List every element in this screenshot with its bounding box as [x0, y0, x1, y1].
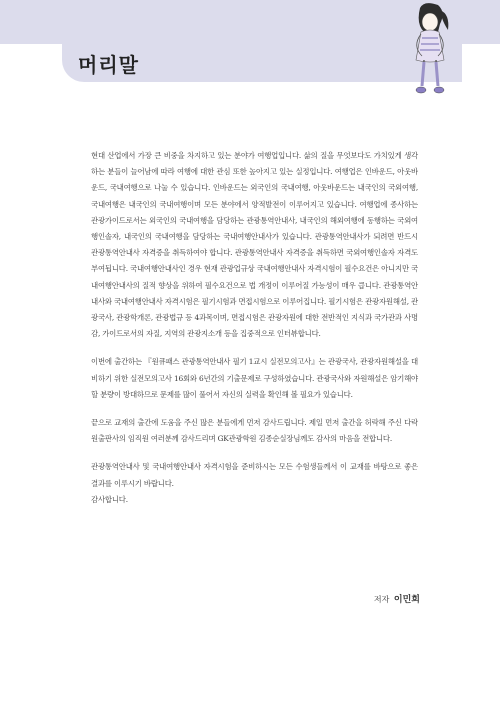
- sitting-girl-illustration: [400, 2, 460, 102]
- preface-paragraph: 관광통역안내사 및 국내여행안내사 자격시험을 준비하시는 모든 수험생들께서 이 교재를 바탕으로 좋은 결과를 이루시기 바랍니다.: [91, 462, 418, 488]
- author-name: 이민희: [393, 595, 420, 605]
- author-signature: [374, 592, 420, 605]
- signature-label: 저자: [373, 595, 390, 604]
- preface-paragraph: 현대 산업에서 가장 큰 비중을 차지하고 있는 분야가 여행업입니다. 삶의 질을 무엇보다도 가치있게 생각하는 분들이 늘어남에 따라 여행에 대한 관심 또한 높아지고 있는 실정입니다. 여행업은 인바운드, 아웃바운드, 국내여행으로 나눌 수 있습니다. 인바운드는 외국인의 국내여행, 아웃바운드는 내국인의 국외여행, 국내여행은 내국인의 국내여행이며 모든 분야에서 양적발전이 이루어지고 있습니다. 여행업에 종사하는 관광가이드로서는 외국인의 국내여행을 담당하는 관광통역안내사, 내국인의 해외여행에 동행하는 국외여행인솔자, 내국인의 국내여행을 담당하는 국내여행안내사가 있습니다. 관광통역안내사가 되려면 반드시 관광통역안내사 자격증을 취득하여야 합니다. 관광통역안내사 자격증을 취득하면 국외여행인솔자 자격도 부여됩니다. 국내여행안내사인 경우 현재 관광업규상 국내여행안내사 자격시험이 필수요건은 아니지만 국내여행안내사의 질적 향상을 위하여 필수요건으로 법 개정이 이루어질 가능성이 매우 큽니다. 관광통역안내사와 국내여행안내사 자격시험은 필기시험과 면접시험으로 이루어집니다. 필기시험은 관광자원해설, 관광국사, 관광학개론, 관광법규 등 4과목이며, 면접시험은 관광자원에 대한 전반적인 지식과 국가관과 사명감, 가이드로서의 자질, 지역의 관광지소개 등을 집중적으로 인터뷰합니다.: [91, 151, 418, 339]
- preface-paragraph: 끝으로 교재의 출간에 도움을 주신 많은 분들에게 먼저 감사드립니다. 제일 먼저 출간을 허락해 주신 다락원출판사의 임직원 여러분께 감사드리며 GK관광학원 김종순실장님께도 감사의 마음을 전합니다.: [91, 418, 418, 444]
- preface-closing: 감사합니다.: [91, 494, 128, 504]
- page-title: 머리말: [78, 53, 139, 77]
- preface-body: [91, 148, 418, 508]
- preface-paragraph: 이번에 출간하는 『원큐패스 관광통역안내사 필기 1교시 실전모의고사』는 관광국사, 관광자원해설을 대비하기 위한 실전모의고사 16회와 6년간의 기출문제로 구성하였습니다. 관광국사와 자원해설은 암기해야 할 분량이 방대하므로 문제를 많이 풀어서 자신의 실력을 확인해 볼 필요가 있습니다.: [91, 357, 418, 399]
